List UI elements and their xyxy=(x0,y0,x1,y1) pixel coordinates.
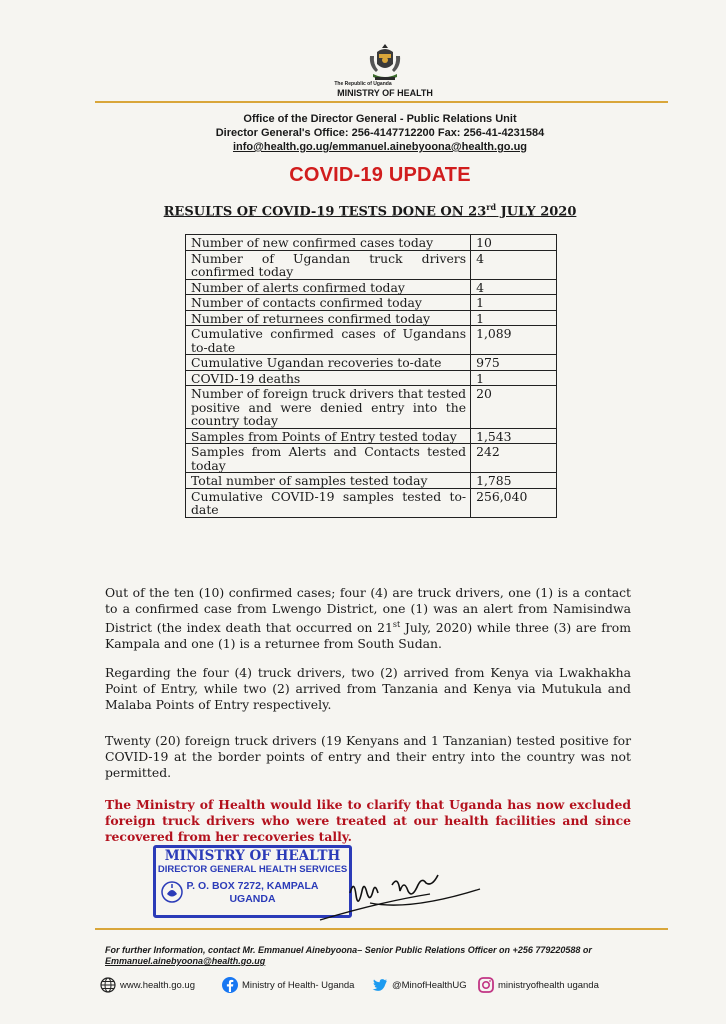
table-row xyxy=(186,473,557,489)
table-row-value: 256,040 xyxy=(471,488,557,517)
results-heading-prefix: RESULTS OF COVID-19 TESTS DONE ON 23 xyxy=(163,204,487,220)
facebook-link[interactable] xyxy=(222,974,354,996)
table-row-label: Number of Ugandan truck drivers confirmed today xyxy=(186,250,471,279)
office-email-link[interactable]: info@health.go.ug/emmanuel.ainebyoona@health.go.ug xyxy=(232,141,528,153)
table-row xyxy=(186,326,557,355)
signature-icon xyxy=(300,855,500,925)
instagram-label: ministryofhealth uganda xyxy=(498,979,599,991)
stamp-ministry: MINISTRY OF HEALTH xyxy=(164,848,341,864)
table-row xyxy=(186,370,557,386)
paragraph-foreign-drivers: Twenty (20) foreign truck drivers (19 Kenyans and 1 Tanzanian) tested positive for COVID-19 at the border points of entry and their entry into the country was not permitted. xyxy=(105,733,631,780)
table-row-value: 1,543 xyxy=(471,428,557,444)
stamp-country: UGANDA xyxy=(229,893,276,905)
table-row xyxy=(186,488,557,517)
paragraph-confirmed-cases-sup: st xyxy=(392,620,401,629)
facebook-label: Ministry of Health- Uganda xyxy=(242,979,355,991)
website-label: www.health.go.ug xyxy=(120,979,195,991)
table-row xyxy=(186,444,557,473)
table-row-label: Samples from Points of Entry tested today xyxy=(186,428,471,444)
table-row-value: 1 xyxy=(471,295,557,311)
footer-divider xyxy=(95,928,668,930)
table-row-label: Number of new confirmed cases today xyxy=(186,235,471,251)
facebook-icon xyxy=(222,977,238,993)
table-row-label: Total number of samples tested today xyxy=(186,473,471,489)
document-title: COVID-19 UPDATE xyxy=(289,164,471,186)
table-row xyxy=(186,355,557,371)
table-row xyxy=(186,235,557,251)
table-row-value: 1,785 xyxy=(471,473,557,489)
ministry-label: MINISTRY OF HEALTH xyxy=(337,88,433,98)
website-link[interactable] xyxy=(100,974,195,996)
paragraph-confirmed-cases xyxy=(105,585,631,652)
uganda-coat-of-arms-icon xyxy=(367,42,403,82)
table-row-label: COVID-19 deaths xyxy=(186,370,471,386)
office-title: Office of the Director General - Public Relations Unit xyxy=(243,113,517,125)
table-row-label: Cumulative Ugandan recoveries to-date xyxy=(186,355,471,371)
table-row-value: 975 xyxy=(471,355,557,371)
table-row xyxy=(186,428,557,444)
footer-contact-text: For further Information, contact Mr. Emmanuel Ainebyoona– Senior Public Relations Officer on +256 779220588 or xyxy=(105,945,592,955)
paragraph-clarification: The Ministry of Health would like to clarify that Uganda has now excluded foreign truck drivers who were treated at our health facilities and since recovered from her recoveries tally. xyxy=(105,797,631,844)
table-row xyxy=(186,295,557,311)
table-row-value: 1 xyxy=(471,310,557,326)
table-row-value: 4 xyxy=(471,279,557,295)
table-row xyxy=(186,386,557,429)
twitter-link[interactable] xyxy=(372,974,467,996)
table-row-value: 1,089 xyxy=(471,326,557,355)
table-row-label: Number of alerts confirmed today xyxy=(186,279,471,295)
table-row-value: 1 xyxy=(471,370,557,386)
republic-label: The Republic of Uganda xyxy=(334,81,392,87)
covid-stats-table xyxy=(185,234,557,518)
office-contacts: Director General's Office: 256-4147712200 Fax: 256-41-4231584 xyxy=(215,127,545,139)
instagram-icon xyxy=(478,977,494,993)
table-row-label: Samples from Alerts and Contacts tested today xyxy=(186,444,471,473)
results-heading-suffix: JULY 2020 xyxy=(496,204,577,220)
twitter-label: @MinofHealthUG xyxy=(392,979,467,991)
table-row-value: 10 xyxy=(471,235,557,251)
stamp-seal-icon xyxy=(158,878,186,906)
table-row-value: 20 xyxy=(471,386,557,429)
paragraph-confirmed-cases-part2: July, 2020) while three (3) are from Kampala and one (1) is a returnee from South Sudan. xyxy=(105,620,631,652)
table-row-label: Number of contacts confirmed today xyxy=(186,295,471,311)
instagram-link[interactable] xyxy=(478,974,599,996)
office-block xyxy=(0,112,726,154)
table-row-label: Cumulative COVID-19 samples tested to-date xyxy=(186,488,471,517)
table-row-label: Cumulative confirmed cases of Ugandans to-date xyxy=(186,326,471,355)
header-divider xyxy=(95,101,668,103)
paragraph-confirmed-cases-part1: Out of the ten (10) confirmed cases; four (4) are truck drivers, one (1) is a contact to a confirmed case from Lwengo District, one (1) was an alert from Namisindwa District (the index death that occurred on 21 xyxy=(105,585,631,636)
table-row-value: 4 xyxy=(471,250,557,279)
footer-contact-info xyxy=(105,945,665,967)
table-row xyxy=(186,279,557,295)
table-row xyxy=(186,310,557,326)
stamp-po-box: P. O. BOX 7272, KAMPALA xyxy=(186,880,319,892)
table-row xyxy=(186,250,557,279)
footer-email-link[interactable]: Emmanuel.ainebyoona@health.go.ug xyxy=(105,956,266,966)
twitter-icon xyxy=(372,977,388,993)
social-links-row xyxy=(100,974,660,996)
paragraph-truck-drivers: Regarding the four (4) truck drivers, two (2) arrived from Kenya via Lwakhakha Point of Entry, while two (2) arrived from Tanzania and Kenya via Mutukula and Malaba Points of Entry respectively. xyxy=(105,665,631,712)
globe-icon xyxy=(100,977,116,993)
table-row-value: 242 xyxy=(471,444,557,473)
results-heading-sup: rd xyxy=(486,202,497,212)
results-heading xyxy=(0,202,726,219)
table-row-label: Number of returnees confirmed today xyxy=(186,310,471,326)
stamp-director: DIRECTOR GENERAL HEALTH SERVICES xyxy=(157,864,348,875)
table-row-label: Number of foreign truck drivers that tested positive and were denied entry into the country today xyxy=(186,386,471,429)
